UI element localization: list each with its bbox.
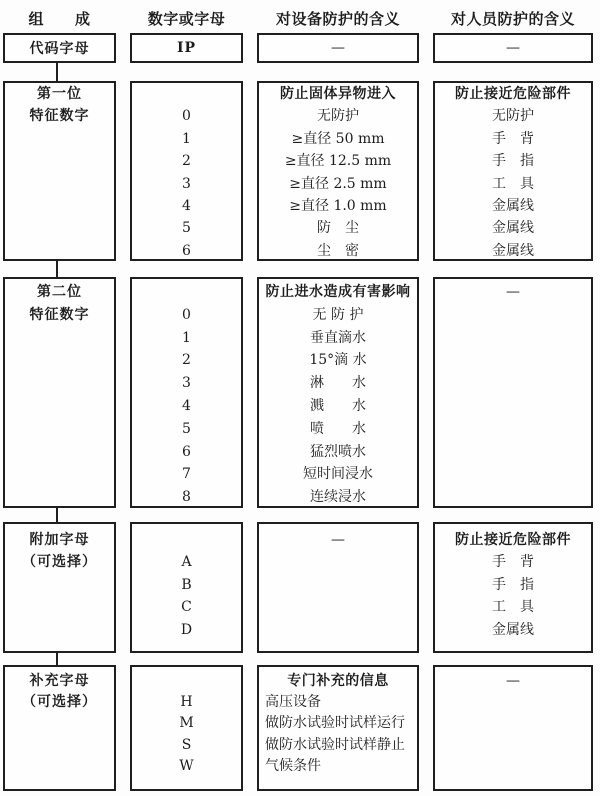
item-line: W xyxy=(179,757,194,774)
item-line: 气候条件 xyxy=(265,757,321,774)
item-line: 喷 水 xyxy=(310,420,366,437)
box-title-line: 防止接近危险部件 xyxy=(455,86,571,102)
column-header-composition: 组 成 xyxy=(28,10,91,28)
item-line: 无 防 护 xyxy=(312,306,364,323)
box-label-line: 补充字母 xyxy=(29,673,90,689)
item-line: ≥直径 12.5 mm xyxy=(284,153,392,170)
equipment-item-list xyxy=(259,105,417,261)
item-line: A xyxy=(181,554,192,571)
connector-line-1 xyxy=(56,63,58,81)
connector-line-3 xyxy=(56,508,58,522)
item-line: ≥直径 1.0 mm xyxy=(289,197,387,214)
dash-line: — xyxy=(331,532,345,548)
item-line: 淋 水 xyxy=(310,375,366,392)
box-label-line: 特征数字 xyxy=(29,306,90,323)
item-line: 防 尘 xyxy=(317,220,359,237)
column-header-equipment-meaning: 对设备防护的含义 xyxy=(275,10,400,28)
additional-letter-letters-box xyxy=(130,522,243,653)
additional-letter-equipment-box xyxy=(257,522,419,653)
additional-letter-personnel-box xyxy=(433,522,593,653)
item-line: 3 xyxy=(182,175,191,192)
item-line: 7 xyxy=(182,466,191,483)
item-line: 无防护 xyxy=(317,108,359,125)
item-line: 15°滴 水 xyxy=(309,352,367,369)
supplementary-letter-label-box xyxy=(3,665,116,791)
item-line: 工 具 xyxy=(492,599,534,616)
item-line: 5 xyxy=(182,420,191,437)
supplementary-letter-equipment-box xyxy=(257,665,419,791)
code-letters-label-box xyxy=(3,33,116,63)
box-title-line: 防止固体异物进入 xyxy=(280,86,396,102)
item-line: M xyxy=(179,715,194,732)
item-line: 4 xyxy=(182,197,191,214)
box-label-line: 代码字母 xyxy=(29,41,90,57)
item-line: 手 背 xyxy=(492,554,534,571)
item-line: 1 xyxy=(182,329,191,346)
item-line: 0 xyxy=(182,108,191,125)
box-title-line: 防止接近危险部件 xyxy=(455,532,571,548)
connector-line-4 xyxy=(56,653,58,665)
item-line: 5 xyxy=(182,220,191,237)
item-line: 1 xyxy=(182,130,191,147)
item-line: 金属线 xyxy=(492,242,534,259)
box-label-line: 第二位 xyxy=(37,284,82,300)
second-numeral-label-box xyxy=(3,277,116,508)
equipment-item-list xyxy=(259,692,417,777)
first-numeral-digits-box xyxy=(130,81,243,261)
digit-list xyxy=(132,105,241,261)
item-line: H xyxy=(180,694,193,711)
item-line: 6 xyxy=(182,242,191,259)
second-numeral-personnel-box xyxy=(433,277,593,508)
box-label-line: 特征数字 xyxy=(29,108,90,125)
dash-line: — xyxy=(331,40,345,56)
item-line: 做防水试验时试样运行 xyxy=(265,715,405,732)
additional-letter-label-box xyxy=(3,522,116,653)
letter-list xyxy=(132,692,241,777)
dash-line: — xyxy=(506,673,520,689)
code-value-line: IP xyxy=(176,40,197,56)
item-line: 4 xyxy=(182,397,191,414)
item-line: 8 xyxy=(182,489,191,506)
item-line: 猛烈喷水 xyxy=(310,443,366,460)
box-title-line: 专门补充的信息 xyxy=(287,673,389,689)
item-line: ≥直径 2.5 mm xyxy=(289,175,387,192)
box-label-line: 第一位 xyxy=(37,86,82,102)
spacer-line xyxy=(132,83,241,105)
box-label-line: 附加字母 xyxy=(29,532,90,548)
personnel-item-list xyxy=(435,105,591,261)
first-numeral-equipment-box xyxy=(257,81,419,261)
connector-line-2 xyxy=(56,261,58,277)
dash-line: — xyxy=(506,284,520,300)
item-line: 6 xyxy=(182,443,191,460)
second-numeral-digits-box xyxy=(130,277,243,508)
item-line: ≥直径 50 mm xyxy=(291,130,385,147)
letter-list xyxy=(132,551,241,641)
item-line: C xyxy=(181,599,192,616)
item-line: 0 xyxy=(182,306,191,323)
item-line: 手 背 xyxy=(492,130,534,147)
box-label-line: （可选择） xyxy=(22,554,97,571)
item-line: 无防护 xyxy=(492,108,534,125)
item-line: 做防水试验时试样静止 xyxy=(265,736,405,753)
item-line: 手 指 xyxy=(492,576,534,593)
first-numeral-personnel-box xyxy=(433,81,593,261)
spacer-line xyxy=(132,281,241,304)
item-line: D xyxy=(180,621,193,638)
item-line: S xyxy=(181,736,192,753)
box-label-line: （可选择） xyxy=(22,694,97,711)
dash-line: — xyxy=(506,40,520,56)
item-line: 手 指 xyxy=(492,153,534,170)
first-numeral-label-box xyxy=(3,81,116,261)
item-line: 短时间浸水 xyxy=(303,466,373,483)
column-header-personnel-meaning: 对人员防护的含义 xyxy=(450,10,575,28)
personnel-item-list xyxy=(435,551,591,641)
item-line: 2 xyxy=(182,153,191,170)
item-line: 垂直滴水 xyxy=(310,329,366,346)
second-numeral-equipment-box xyxy=(257,277,419,508)
column-header-code: 数字或字母 xyxy=(147,10,226,28)
item-line: 工 具 xyxy=(492,175,534,192)
supplementary-letter-personnel-box xyxy=(433,665,593,791)
item-line: 2 xyxy=(182,352,191,369)
supplementary-letter-letters-box xyxy=(130,665,243,791)
item-line: 金属线 xyxy=(492,621,534,638)
digit-list xyxy=(132,304,241,508)
equipment-item-list xyxy=(259,304,417,508)
item-line: 高压设备 xyxy=(265,694,321,711)
spacer-line xyxy=(132,529,241,551)
item-line: B xyxy=(181,576,192,593)
item-line: 尘 密 xyxy=(317,242,359,259)
item-line: 连续浸水 xyxy=(310,489,366,506)
item-line: 金属线 xyxy=(492,220,534,237)
code-letters-value-box xyxy=(130,33,243,63)
item-line: 溅 水 xyxy=(310,397,366,414)
spacer-line xyxy=(132,671,241,692)
box-title-line: 防止进水造成有害影响 xyxy=(265,284,411,300)
code-letters-equipment-box xyxy=(257,33,419,63)
code-letters-personnel-box xyxy=(433,33,593,63)
item-line: 金属线 xyxy=(492,197,534,214)
item-line: 3 xyxy=(182,375,191,392)
